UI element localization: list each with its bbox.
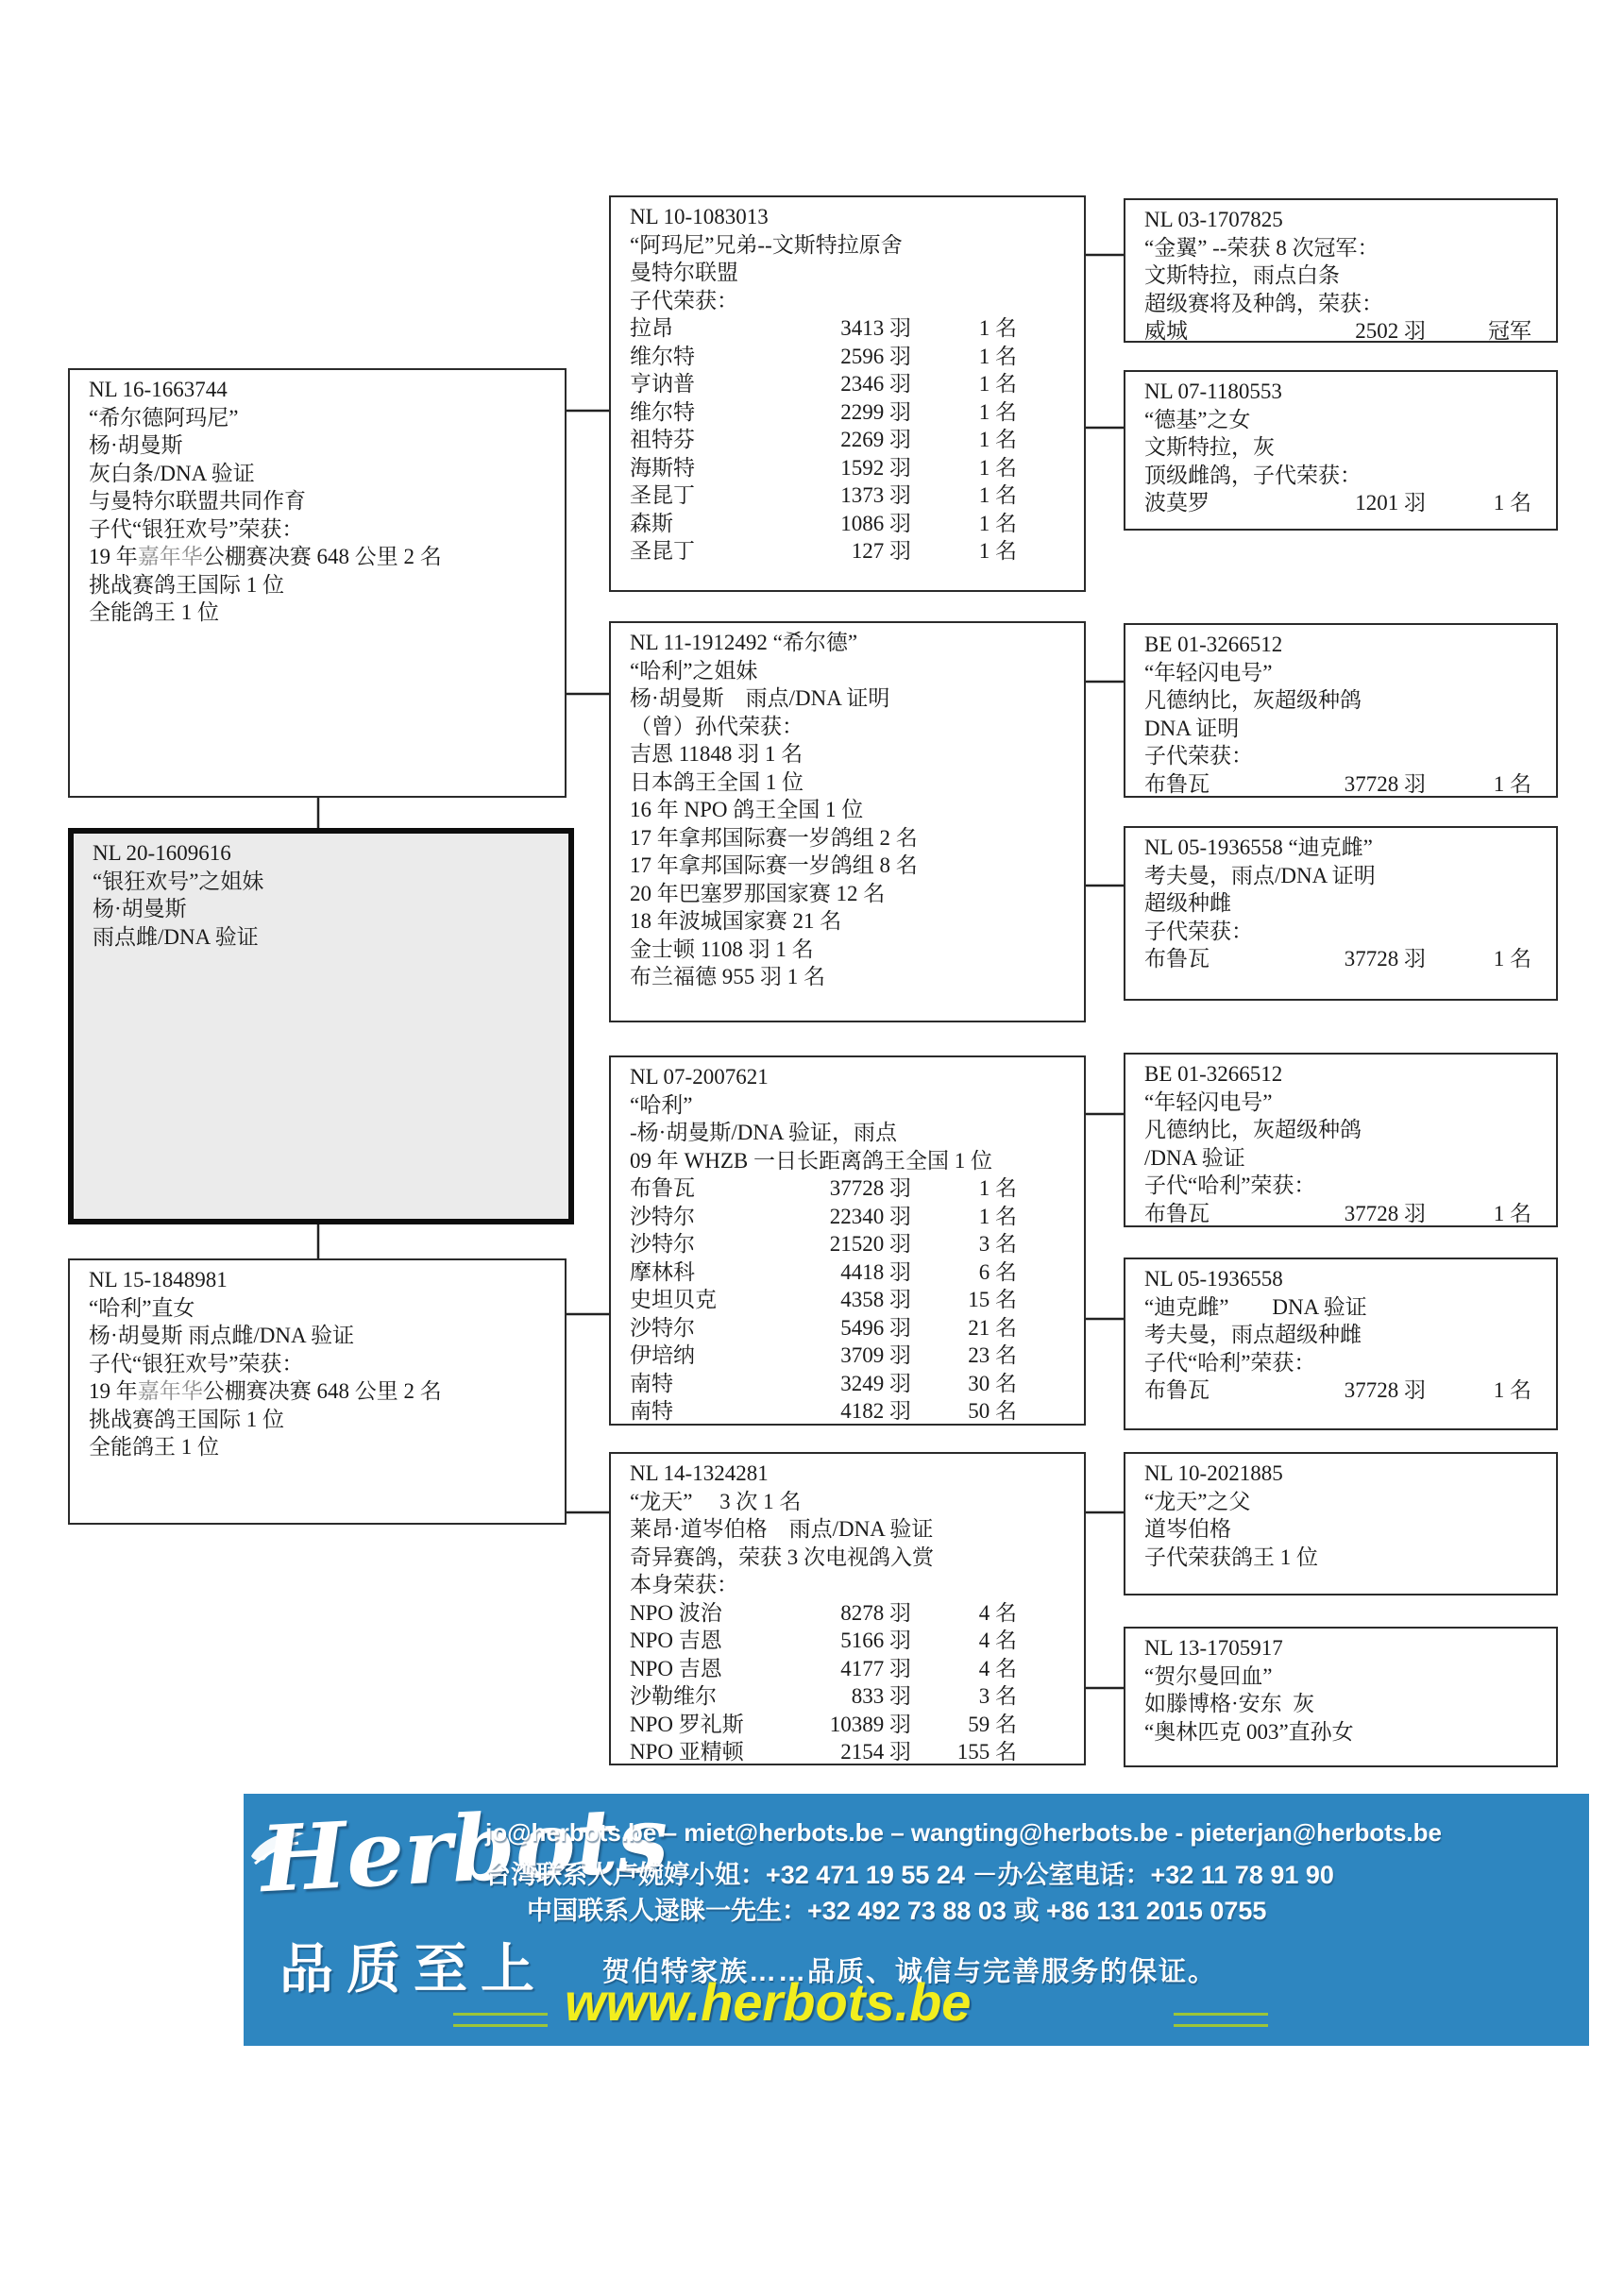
race-birds-count: 2154 羽 <box>840 1740 911 1764</box>
race-rank: 4 名 <box>978 1600 1017 1625</box>
text-line <box>630 1397 1078 1426</box>
text-line: “哈利”之姐妹 <box>630 658 758 683</box>
race-place: 沙特尔 <box>630 1315 695 1340</box>
race-rank: 21 名 <box>968 1315 1017 1340</box>
text-line: 子代荣获： <box>630 288 738 312</box>
race-rank: 1 名 <box>978 428 1017 451</box>
race-rank: 1 名 <box>1493 947 1531 971</box>
text-line <box>630 1711 1078 1739</box>
text-line: “银狂欢号”之姐妹 <box>93 869 264 893</box>
race-birds-count: 3709 羽 <box>840 1343 911 1367</box>
text-line <box>630 510 1078 538</box>
pedigree-box-ggp-8 <box>1124 1627 1558 1767</box>
herbots-logo: Herbots <box>258 1784 671 1914</box>
banner-tagline: 品质至上 <box>279 1940 548 2000</box>
text-line: NL 14-1324281 <box>630 1461 769 1485</box>
pedigree-box-grandsire-paternal <box>609 195 1086 592</box>
race-place: 祖特芬 <box>630 428 695 451</box>
race-place: 亨讷普 <box>630 372 695 396</box>
text-line <box>630 343 1078 371</box>
text-line: 与曼特尔联盟共同作育 <box>89 489 306 513</box>
text-line: 16 年 NPO 鸽王全国 1 位 <box>630 798 864 821</box>
text-line <box>630 454 1078 482</box>
race-rank: 1 名 <box>1493 491 1531 515</box>
text-line <box>630 1314 1078 1342</box>
race-rank: 1 名 <box>978 372 1017 396</box>
text-line: 道岑伯格 <box>1144 1517 1231 1541</box>
race-birds-count: 5496 羽 <box>840 1315 911 1340</box>
race-place: 维尔特 <box>630 399 695 424</box>
text-line: 布兰福德 955 羽 1 名 <box>630 965 825 988</box>
banner-contact-taiwan: 台湾联系人卢婉婷小姐：+32 471 19 55 24 －办公室电话：+32 11 78 91 90 <box>485 1861 1334 1889</box>
race-rank: 1 名 <box>978 344 1017 368</box>
race-rank: 4 名 <box>978 1629 1017 1652</box>
text-line <box>630 1258 1078 1287</box>
text-line <box>1144 945 1550 973</box>
text-line: NL 05-1936558 <box>1144 1267 1283 1291</box>
race-place: 布鲁瓦 <box>1144 947 1210 971</box>
text-line: 杨·胡曼斯 <box>89 433 183 457</box>
text-line: NL 20-1609616 <box>93 841 231 865</box>
text-line: “龙天” 3 次 1 名 <box>630 1489 802 1513</box>
text-line <box>630 370 1078 398</box>
text-line: 吉恩 11848 羽 1 名 <box>630 742 804 766</box>
text-line <box>630 1682 1078 1711</box>
pedigree-box-ggp-7 <box>1124 1452 1558 1595</box>
race-rank: 1 名 <box>978 483 1017 507</box>
race-rank: 4 名 <box>978 1656 1017 1680</box>
race-rank: 3 名 <box>978 1232 1017 1256</box>
text-line: 挑战赛鸽王国际 1 位 <box>89 1407 284 1431</box>
text-line: 如滕博格·安东 灰 <box>1144 1692 1315 1715</box>
text-line: NL 07-1180553 <box>1144 380 1282 403</box>
text-line: BE 01-3266512 <box>1144 633 1283 656</box>
text-line: “金翼” --荣获 8 次冠军： <box>1144 235 1379 260</box>
race-place: 史坦贝克 <box>630 1288 717 1311</box>
text-line: 杨·胡曼斯 雨点雌/DNA 验证 <box>89 1324 355 1347</box>
pedigree-box-ggp-5 <box>1124 1053 1558 1227</box>
text-line: 顶级雌鸽，子代荣获： <box>1144 463 1362 487</box>
text-line: 杨·胡曼斯 <box>93 897 187 920</box>
race-birds-count: 127 羽 <box>851 539 911 563</box>
race-place: 圣昆丁 <box>630 483 695 507</box>
text-line: 雨点雌/DNA 验证 <box>93 924 259 949</box>
pedigree-box-sire <box>68 368 567 798</box>
race-birds-count: 4418 羽 <box>840 1259 911 1284</box>
text-line: 19 年嘉年华公棚赛决赛 648 公里 2 名 <box>89 545 442 568</box>
text-line <box>630 1599 1078 1628</box>
pedigree-box-granddam-maternal <box>609 1452 1086 1765</box>
race-birds-count: 2269 羽 <box>840 428 911 451</box>
text-line: 20 年巴塞罗那国家赛 12 名 <box>630 881 886 905</box>
race-rank: 3 名 <box>978 1684 1017 1708</box>
text-line: 子代“哈利”荣获： <box>1144 1173 1316 1197</box>
race-birds-count: 4177 羽 <box>840 1656 911 1680</box>
race-birds-count: 37728 羽 <box>1344 771 1426 796</box>
race-place: 威城 <box>1144 319 1188 343</box>
race-birds-count: 4182 羽 <box>840 1399 911 1423</box>
text-line: 文斯特拉，灰 <box>1144 435 1275 459</box>
text-line: 超级种雌 <box>1144 891 1231 915</box>
text-line: “年轻闪电号” <box>1144 1089 1273 1114</box>
text-line <box>630 398 1078 427</box>
text-line: “龙天”之父 <box>1144 1489 1251 1513</box>
race-rank: 1 名 <box>978 539 1017 563</box>
text-line: NL 11-1912492 “希尔德” <box>630 631 858 654</box>
text-line: NL 05-1936558 “迪克雌” <box>1144 836 1373 859</box>
text-line: 日本鸽王全国 1 位 <box>630 769 804 794</box>
text-line <box>630 1203 1078 1231</box>
race-rank: 155 名 <box>956 1740 1017 1764</box>
website-underline-left <box>453 2013 548 2027</box>
race-birds-count: 2502 羽 <box>1355 319 1426 343</box>
text-line: NL 16-1663744 <box>89 378 228 401</box>
text-line: NL 15-1848981 <box>89 1268 228 1292</box>
text-line: “迪克雌” DNA 验证 <box>1144 1294 1367 1319</box>
text-line <box>630 1230 1078 1258</box>
race-place: 南特 <box>630 1399 673 1423</box>
text-line: “哈利” <box>630 1092 693 1117</box>
text-line: 文斯特拉，雨点白条 <box>1144 263 1340 287</box>
race-place: 圣昆丁 <box>630 539 695 563</box>
race-rank: 冠军 <box>1488 319 1531 343</box>
text-line: -杨·胡曼斯/DNA 验证，雨点 <box>630 1121 898 1144</box>
race-place: 伊培纳 <box>630 1343 695 1367</box>
race-birds-count: 10389 羽 <box>829 1712 911 1736</box>
pedigree-box-dam <box>68 1258 567 1525</box>
pedigree-box-granddam-paternal <box>609 621 1086 1022</box>
text-line: 凡德纳比，灰超级种鸽 <box>1144 688 1362 712</box>
race-rank: 1 名 <box>978 316 1017 340</box>
race-rank: 1 名 <box>1493 1201 1531 1225</box>
text-line: 全能鸽王 1 位 <box>89 600 219 624</box>
text-line: 子代“银狂欢号”荣获： <box>89 516 304 541</box>
race-rank: 59 名 <box>968 1712 1017 1736</box>
text-line <box>630 1286 1078 1314</box>
race-birds-count: 5166 羽 <box>840 1629 911 1652</box>
text-line <box>1144 489 1550 517</box>
text-line: NL 07-2007621 <box>630 1065 769 1089</box>
pedigree-box-ggp-3 <box>1124 623 1558 798</box>
pedigree-box-grandsire-maternal <box>609 1055 1086 1426</box>
text-line: NL 03-1707825 <box>1144 208 1283 231</box>
pedigree-box-subject <box>68 828 574 1224</box>
text-line <box>1144 1200 1550 1228</box>
text-line <box>630 537 1078 566</box>
text-line: 18 年波城国家赛 21 名 <box>630 909 842 933</box>
race-birds-count: 37728 羽 <box>1344 1378 1426 1402</box>
race-birds-count: 37728 羽 <box>1344 947 1426 971</box>
text-line: 奇异赛鸽，荣获 3 次电视鸽入赏 <box>630 1545 934 1569</box>
race-place: NPO 亚精顿 <box>630 1740 744 1764</box>
pedigree-box-ggp-2 <box>1124 370 1558 531</box>
race-birds-count: 1086 羽 <box>840 511 911 535</box>
race-rank: 50 名 <box>968 1399 1017 1423</box>
race-birds-count: 2596 羽 <box>840 344 911 368</box>
race-rank: 1 名 <box>978 511 1017 535</box>
race-place: 沙特尔 <box>630 1204 695 1228</box>
race-place: NPO 波治 <box>630 1600 722 1625</box>
text-line: 考夫曼，雨点超级种雌 <box>1144 1323 1362 1346</box>
text-line: “年轻闪电号” <box>1144 660 1273 684</box>
race-birds-count: 37728 羽 <box>1344 1201 1426 1225</box>
text-line: 莱昂·道岑伯格 雨点/DNA 验证 <box>630 1517 934 1541</box>
text-line: 17 年拿邦国际赛一岁鸽组 2 名 <box>630 825 918 850</box>
text-line: 09 年 WHZB 一日长距离鸽王全国 1 位 <box>630 1148 992 1173</box>
text-line <box>630 314 1078 343</box>
text-line: /DNA 验证 <box>1144 1145 1245 1170</box>
race-place: 海斯特 <box>630 455 695 480</box>
text-line: 子代荣获鸽王 1 位 <box>1144 1545 1318 1569</box>
race-place: 森斯 <box>630 511 673 535</box>
race-birds-count: 3249 羽 <box>840 1371 911 1395</box>
race-place: 布鲁瓦 <box>630 1176 695 1200</box>
text-line <box>1144 1376 1550 1405</box>
race-birds-count: 22340 羽 <box>829 1204 911 1228</box>
race-place: 沙特尔 <box>630 1232 695 1256</box>
race-rank: 1 名 <box>978 455 1017 480</box>
race-birds-count: 1592 羽 <box>840 455 911 480</box>
race-birds-count: 3413 羽 <box>840 316 911 340</box>
text-line: 金士顿 1108 羽 1 名 <box>630 937 814 961</box>
race-birds-count: 37728 羽 <box>829 1176 911 1200</box>
race-place: NPO 吉恩 <box>630 1629 722 1652</box>
text-line <box>630 481 1078 510</box>
race-rank: 1 名 <box>1493 1378 1531 1402</box>
race-rank: 1 名 <box>978 399 1017 424</box>
race-rank: 1 名 <box>978 1204 1017 1228</box>
text-line: 曼特尔联盟 <box>630 261 738 284</box>
text-line: NL 13-1705917 <box>1144 1636 1283 1660</box>
herbots-banner <box>244 1784 1589 2046</box>
pedigree-box-ggp-1 <box>1124 198 1558 343</box>
text-line <box>630 1627 1078 1655</box>
text-line <box>630 1342 1078 1370</box>
text-line: “阿玛尼”兄弟--文斯特拉原舍 <box>630 232 903 257</box>
text-line <box>630 1174 1078 1203</box>
text-line: 杨·胡曼斯 雨点/DNA 证明 <box>630 686 890 710</box>
race-birds-count: 833 羽 <box>851 1684 911 1708</box>
website-underline-right <box>1174 2013 1268 2027</box>
race-rank: 15 名 <box>968 1288 1017 1311</box>
text-line <box>630 1738 1078 1765</box>
banner-slogan: 贺伯特家族……品质、诚信与完善服务的保证。 <box>602 1957 1218 1987</box>
race-place: 拉昂 <box>630 316 673 340</box>
text-line: 全能鸽王 1 位 <box>89 1435 219 1459</box>
race-place: 布鲁瓦 <box>1144 771 1210 796</box>
text-line: “贺尔曼回血” <box>1144 1663 1273 1688</box>
text-line: 子代“银狂欢号”荣获： <box>89 1351 304 1376</box>
text-line <box>630 1655 1078 1683</box>
race-rank: 30 名 <box>968 1371 1017 1395</box>
text-line: 本身荣获： <box>630 1573 738 1596</box>
text-line: BE 01-3266512 <box>1144 1062 1283 1086</box>
text-line: “哈利”直女 <box>89 1295 195 1320</box>
text-line: 凡德纳比，灰超级种鸽 <box>1144 1118 1362 1141</box>
text-line: 17 年拿邦国际赛一岁鸽组 8 名 <box>630 853 918 877</box>
race-place: NPO 罗礼斯 <box>630 1712 744 1736</box>
race-birds-count: 1201 羽 <box>1355 491 1426 515</box>
text-line: 子代“哈利”荣获： <box>1144 1350 1316 1375</box>
pedigree-box-ggp-4 <box>1124 826 1558 1001</box>
text-line <box>630 1370 1078 1398</box>
race-rank: 6 名 <box>978 1259 1017 1284</box>
race-place: 布鲁瓦 <box>1144 1201 1210 1225</box>
text-line: 考夫曼，雨点/DNA 证明 <box>1144 863 1376 887</box>
race-place: 南特 <box>630 1371 673 1395</box>
race-place: 布鲁瓦 <box>1144 1378 1210 1402</box>
race-birds-count: 21520 羽 <box>829 1232 911 1256</box>
race-rank: 23 名 <box>968 1343 1017 1367</box>
text-line <box>1144 770 1550 799</box>
race-place: 维尔特 <box>630 344 695 368</box>
race-rank: 1 名 <box>978 1176 1017 1200</box>
text-line: （曾）孙代荣获： <box>630 714 804 738</box>
race-birds-count: 1373 羽 <box>840 483 911 507</box>
banner-website: www.herbots.be <box>565 1972 972 2032</box>
text-line: 19 年嘉年华公棚赛决赛 648 公里 2 名 <box>89 1379 442 1403</box>
race-birds-count: 4358 羽 <box>840 1288 911 1311</box>
race-place: 摩林科 <box>630 1259 695 1284</box>
text-line: 挑战赛鸽王国际 1 位 <box>89 572 284 597</box>
race-birds-count: 2299 羽 <box>840 399 911 424</box>
text-line: NL 10-2021885 <box>1144 1461 1283 1485</box>
text-line: DNA 证明 <box>1144 716 1240 740</box>
race-place: 波莫罗 <box>1144 491 1210 515</box>
text-line <box>630 426 1078 454</box>
text-line: 子代荣获： <box>1144 744 1253 768</box>
race-place: NPO 吉恩 <box>630 1656 722 1680</box>
text-line <box>1144 317 1550 343</box>
text-line: 超级赛将及种鸽，荣获： <box>1144 291 1383 315</box>
pedigree-box-ggp-6 <box>1124 1258 1558 1430</box>
banner-emails: jo@herbots.be – miet@herbots.be – wangting@herbots.be - pieterjan@herbots.be <box>485 1818 1442 1847</box>
race-rank: 1 名 <box>1493 771 1531 796</box>
race-birds-count: 2346 羽 <box>840 372 911 396</box>
text-line: NL 10-1083013 <box>630 205 769 228</box>
text-line: “希尔德阿玛尼” <box>89 405 239 430</box>
text-line: “奥林匹克 003”直孙女 <box>1144 1719 1354 1744</box>
banner-contact-china: 中国联系人逯睐一先生：+32 492 73 88 03 或 +86 131 2015 0755 <box>527 1897 1267 1925</box>
text-line: 子代荣获： <box>1144 919 1253 943</box>
text-line: “德基”之女 <box>1144 407 1251 431</box>
race-birds-count: 8278 羽 <box>840 1600 911 1625</box>
text-line: 灰白条/DNA 验证 <box>89 461 255 485</box>
race-place: 沙勒维尔 <box>630 1684 717 1708</box>
